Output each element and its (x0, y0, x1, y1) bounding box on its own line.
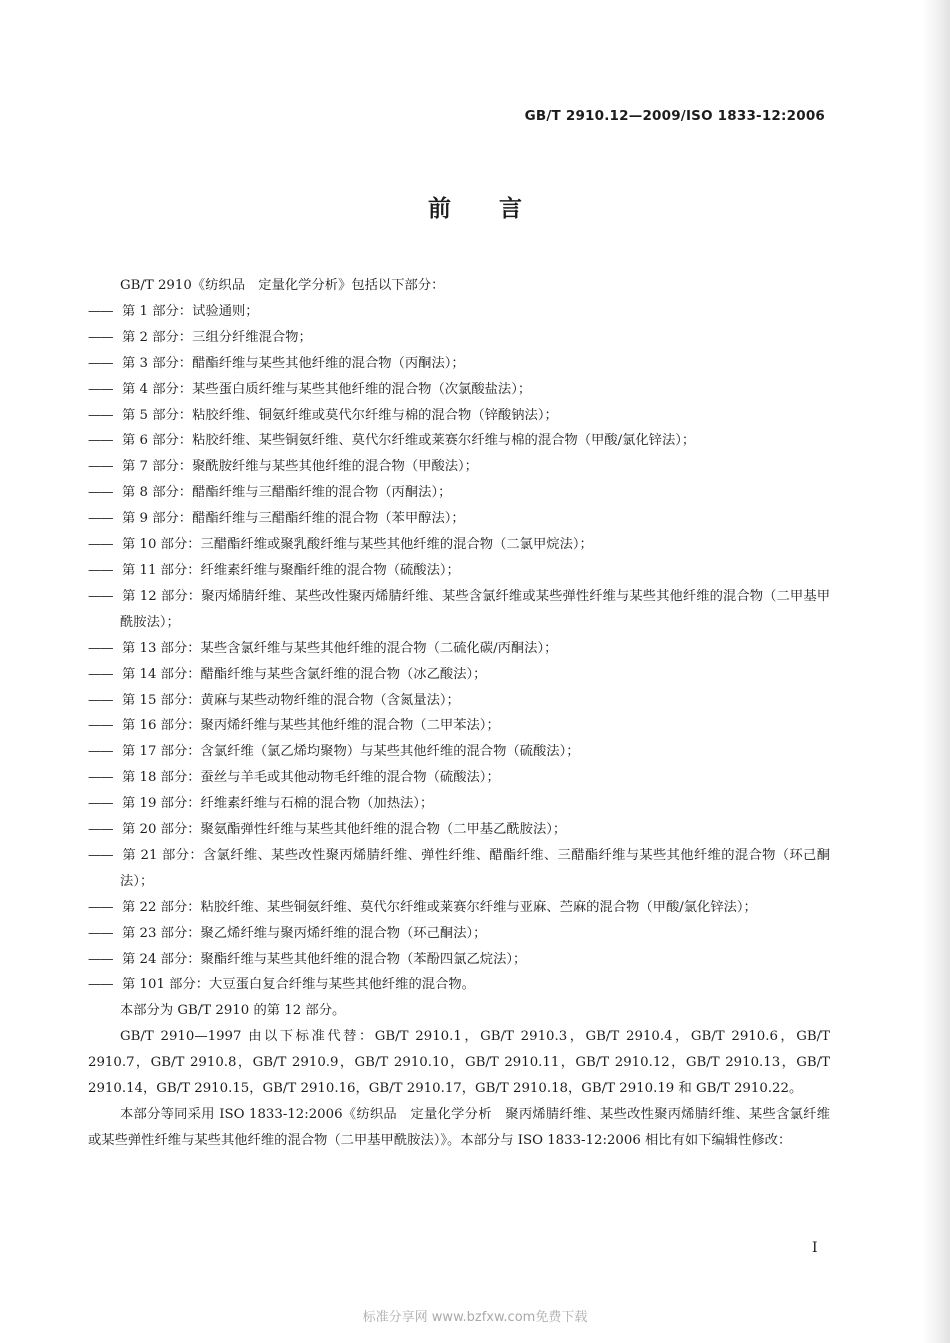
part-list-item (88, 713, 830, 739)
part-list-text: 第 8 部分：醋酯纤维与三醋酯纤维的混合物（丙酮法）； (122, 485, 452, 501)
list-dash: —— (88, 537, 113, 553)
part-list-item (88, 662, 830, 688)
page-title: 前言 (428, 196, 570, 222)
list-dash: —— (88, 329, 113, 345)
part-list-item (88, 817, 830, 843)
list-dash: —— (88, 666, 113, 682)
part-list-text: 第 21 部分：含氯纤维、某些改性聚丙烯腈纤维、弹性纤维、醋酯纤维、三醋酯纤维与某些其他纤维的混合物（环己酮法）； (120, 847, 830, 889)
list-dash: —— (88, 640, 113, 656)
part-list-text: 第 3 部分：醋酯纤维与某些其他纤维的混合物（丙酮法）； (122, 355, 465, 371)
list-dash: —— (88, 562, 113, 578)
part-list-item (88, 895, 830, 921)
part-list-text: 第 14 部分：醋酯纤维与某些含氯纤维的混合物（冰乙酸法）； (122, 666, 487, 682)
part-list-text: 第 16 部分：聚丙烯纤维与某些其他纤维的混合物（二甲苯法）； (122, 718, 500, 734)
part-list-item (88, 351, 830, 377)
part-list-item (88, 428, 830, 454)
part-list-text: 第 6 部分：粘胶纤维、某些铜氨纤维、莫代尔纤维或莱赛尔纤维与棉的混合物（甲酸/氯化锌法）； (122, 433, 696, 449)
list-dash: —— (88, 433, 113, 449)
part-list-text: 第 15 部分：黄麻与某些动物纤维的混合物（含氮量法）； (122, 692, 460, 708)
body-paragraph: 本部分等同采用 ISO 1833-12:2006《纺织品 定量化学分析 聚丙烯腈纤维、某些改性聚丙烯腈纤维、某些含氯纤维或某些弹性纤维与某些其他纤维的混合物（二甲基甲酰胺法）》。本部分与 ISO 1833-12:2006 相比有如下编辑性修改： (88, 1107, 830, 1148)
part-list-item (88, 584, 830, 636)
part-list-text: 第 17 部分：含氯纤维（氯乙烯均聚物）与某些其他纤维的混合物（硫酸法）； (122, 744, 580, 760)
part-list-item (88, 506, 830, 532)
list-dash: —— (88, 381, 113, 397)
list-dash: —— (88, 951, 113, 967)
list-dash: —— (88, 770, 113, 786)
part-list-item (88, 843, 830, 895)
part-list-text: 第 5 部分：粘胶纤维、铜氨纤维或莫代尔纤维与棉的混合物（锌酸钠法）； (122, 407, 558, 423)
standard-code-header: GB/T 2910.12—2009/ISO 1833-12:2006 (524, 108, 825, 124)
part-list-text: 第 11 部分：纤维素纤维与聚酯纤维的混合物（硫酸法）； (122, 562, 460, 578)
part-list-item (88, 480, 830, 506)
body-paragraph: GB/T 2910—1997 由以下标准代替：GB/T 2910.1，GB/T 2910.3，GB/T 2910.4，GB/T 2910.6，GB/T 2910.7，GB/T 2910.8，GB/T 2910.9，GB/T 2910.10，GB/T 2910.11，GB/T 2910.12，GB/T 2910.13，GB/T 2910.14，GB/T 2910.15，GB/T 2910.16，GB/T 2910.17，GB/T 2910.18，GB/T 2910.19 和 GB/T 2910.22。 (88, 1029, 830, 1097)
list-dash: —— (88, 511, 113, 527)
part-list-item (88, 921, 830, 947)
part-list-item (88, 636, 830, 662)
list-dash: —— (88, 744, 113, 760)
list-dash: —— (88, 588, 113, 604)
part-list-item (88, 688, 830, 714)
part-list-item (88, 765, 830, 791)
list-dash: —— (88, 796, 113, 812)
part-list-text: 第 4 部分：某些蛋白质纤维与某些其他纤维的混合物（次氯酸盐法）； (122, 381, 532, 397)
list-dash: —— (88, 847, 113, 863)
part-list-text: 第 9 部分：醋酯纤维与三醋酯纤维的混合物（苯甲醇法）； (122, 511, 465, 527)
document-body (88, 273, 830, 1154)
list-dash: —— (88, 355, 113, 371)
list-dash: —— (88, 925, 113, 941)
list-dash: —— (88, 485, 113, 501)
part-list-item (88, 558, 830, 584)
part-list-item (88, 299, 830, 325)
part-list-item (88, 325, 830, 351)
part-list-item (88, 377, 830, 403)
site-watermark: 标准分享网 www.bzfxw.com免费下载 (362, 1310, 588, 1325)
part-list-text: 第 2 部分：三组分纤维混合物； (122, 329, 312, 345)
part-list-item (88, 403, 830, 429)
part-list-text: 第 18 部分：蚕丝与羊毛或其他动物毛纤维的混合物（硫酸法）； (122, 770, 500, 786)
part-list-text: 第 12 部分：聚丙烯腈纤维、某些改性聚丙烯腈纤维、某些含氯纤维或某些弹性纤维与某些其他纤维的混合物（二甲基甲酰胺法）； (120, 588, 830, 630)
part-list-text: 第 20 部分：聚氨酯弹性纤维与某些其他纤维的混合物（二甲基乙酰胺法）； (122, 822, 567, 838)
body-paragraph: 本部分为 GB/T 2910 的第 12 部分。 (120, 1003, 346, 1019)
part-list-text: 第 10 部分：三醋酯纤维或聚乳酸纤维与某些其他纤维的混合物（二氯甲烷法）； (122, 537, 593, 553)
part-list-text: 第 23 部分：聚乙烯纤维与聚丙烯纤维的混合物（环己酮法）； (122, 925, 487, 941)
part-list-item (88, 947, 830, 973)
part-list-text: 第 7 部分：聚酰胺纤维与某些其他纤维的混合物（甲酸法）； (122, 459, 478, 475)
list-dash: —— (88, 407, 113, 423)
part-list-item (88, 532, 830, 558)
list-dash: —— (88, 692, 113, 708)
part-list-item (88, 739, 830, 765)
list-dash: —— (88, 977, 113, 993)
part-list-text: 第 24 部分：聚酯纤维与某些其他纤维的混合物（苯酚四氯乙烷法）； (122, 951, 527, 967)
part-list-text: 第 101 部分：大豆蛋白复合纤维与某些其他纤维的混合物。 (122, 977, 475, 993)
page-number: I (812, 1240, 818, 1256)
parts-list (88, 299, 830, 998)
part-list-item (88, 972, 830, 998)
list-dash: —— (88, 459, 113, 475)
list-dash: —— (88, 822, 113, 838)
part-list-text: 第 19 部分：纤维素纤维与石棉的混合物（加热法）； (122, 796, 434, 812)
part-list-item (88, 454, 830, 480)
list-dash: —— (88, 718, 113, 734)
list-dash: —— (88, 303, 113, 319)
part-list-text: 第 1 部分：试验通则； (122, 303, 259, 319)
list-dash: —— (88, 899, 113, 915)
intro-paragraph: GB/T 2910《纺织品 定量化学分析》包括以下部分： (120, 278, 445, 293)
part-list-item (88, 791, 830, 817)
part-list-text: 第 13 部分：某些含氯纤维与某些其他纤维的混合物（二硫化碳/丙酮法）； (122, 640, 558, 656)
part-list-text: 第 22 部分：粘胶纤维、某些铜氨纤维、莫代尔纤维或莱赛尔纤维与亚麻、苎麻的混合物（甲酸/氯化锌法）； (122, 899, 757, 915)
